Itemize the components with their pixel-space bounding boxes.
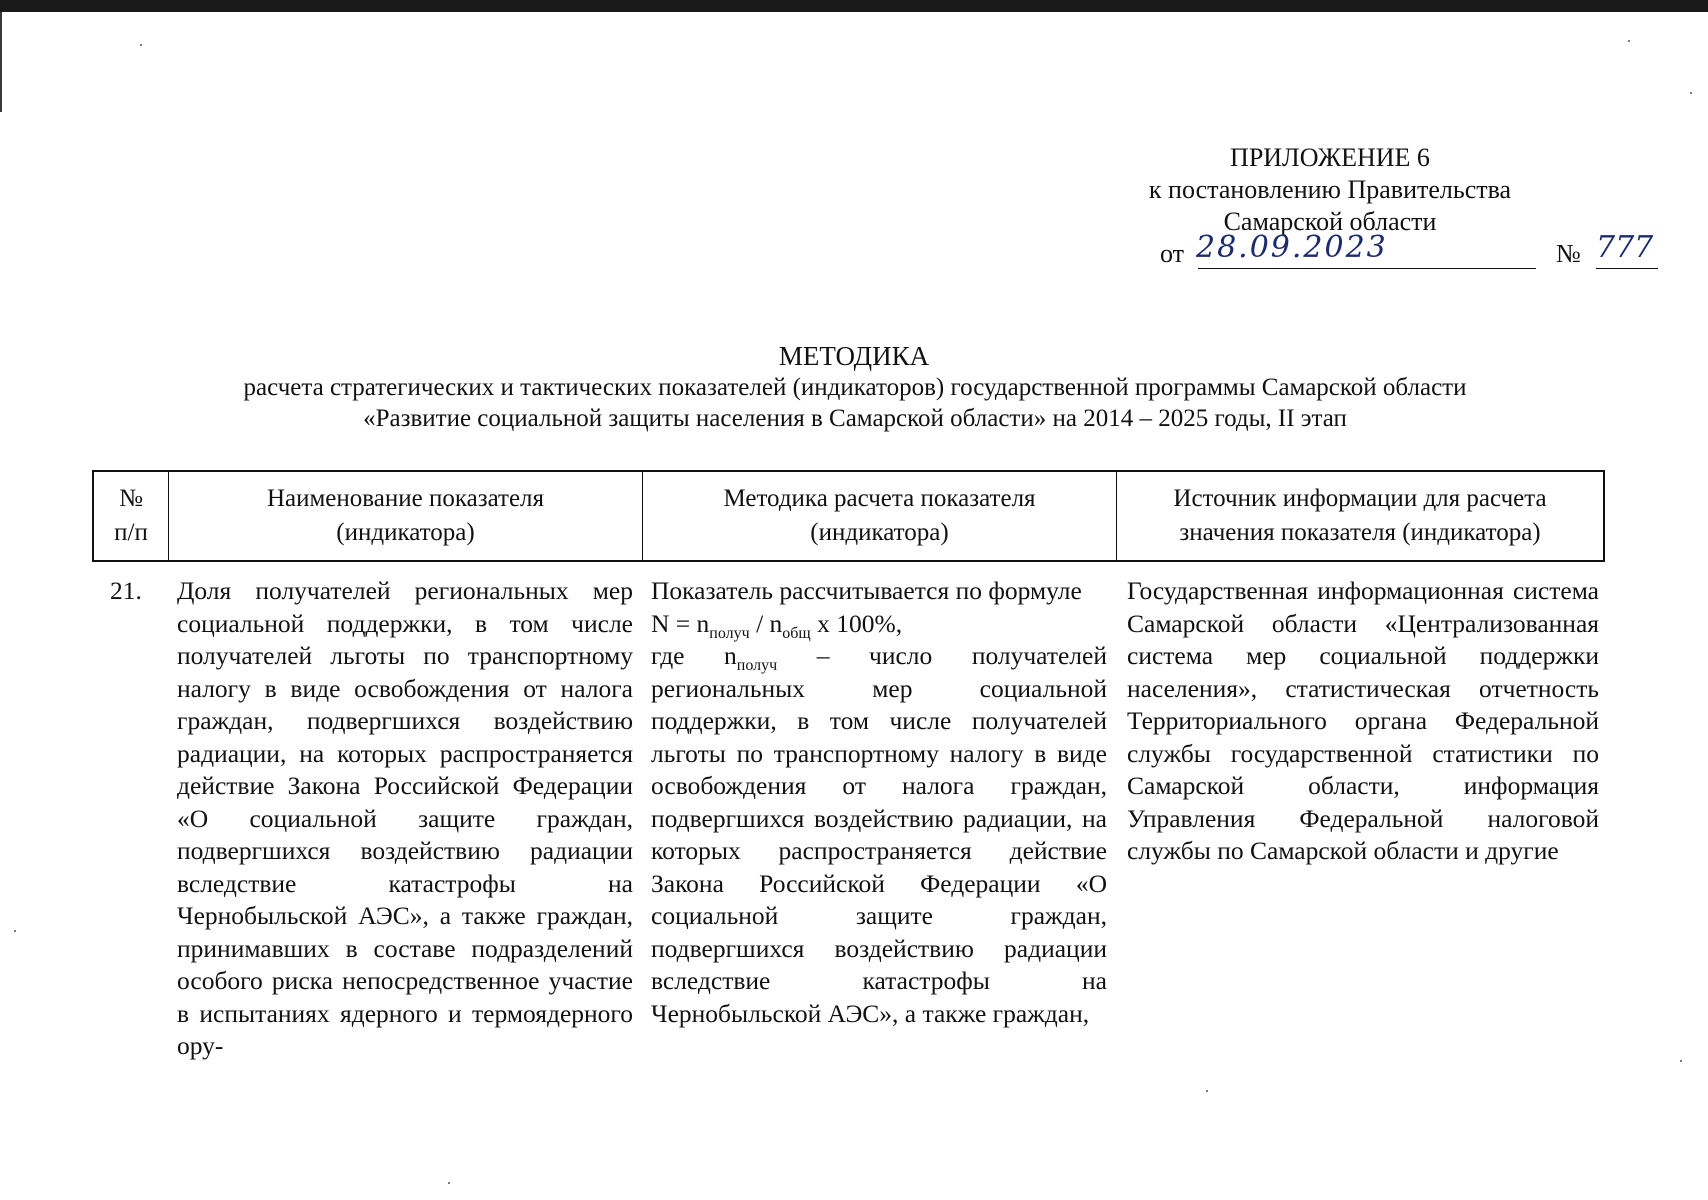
- row-source: [1115, 575, 1605, 1063]
- number-prefix: №: [1556, 239, 1581, 268]
- date-number-line: [1100, 230, 1654, 272]
- subtitle-line-2: «Развитие социальной защиты населения в Самарской области» на 2014 – 2025 годы, II этап: [363, 405, 1347, 432]
- method-where-text: – число получателей региональных мер социальной поддержки, в том числе получателей льготы по транспортному налогу в виде освобождения от налога граждан, подвергшихся воздействию радиации, на которых распространяется действие Закона Российской Федерации «О социальной защите граждан, подвергшихся воздействию радиации вследствие катастрофы на Чернобыльской АЭС», а также граждан,: [651, 641, 1107, 1028]
- method-intro: Показатель рассчитывается по формуле: [651, 576, 1082, 605]
- source-text: Государственная информационная система Самарской области «Централизованная система мер социальной поддержки населения», статистическая отчетность Территориального органа Федеральной службы государственной статистики по Самарской области, информация Управления Федеральной налоговой службы по Самарской области и другие: [1127, 576, 1599, 865]
- scan-speck: [14, 930, 16, 932]
- scan-left-edge: [0, 12, 2, 112]
- scan-speck: [448, 1182, 450, 1184]
- appendix-line-1: к постановлению Правительства: [1148, 175, 1512, 204]
- document-subtitle: [140, 372, 1570, 434]
- scan-top-border: [0, 0, 1708, 12]
- formula-lhs: N = n: [651, 608, 710, 638]
- header-num: [94, 472, 169, 560]
- table-header: [92, 470, 1605, 562]
- scan-speck: [1680, 1060, 1682, 1062]
- formula: [651, 608, 1107, 641]
- method-where-sub: получ: [736, 657, 778, 675]
- scan-speck: [1628, 40, 1630, 42]
- header-source-line-1: Источник информации для расчета: [1173, 485, 1547, 512]
- header-num-line-1: №: [119, 485, 143, 512]
- header-indicator-name: [169, 472, 643, 560]
- appendix-block: [1100, 142, 1654, 272]
- method-where: [651, 640, 1107, 1030]
- date-prefix: от: [1160, 239, 1185, 268]
- scan-speck: [140, 44, 142, 46]
- document-title: МЕТОДИКА: [778, 341, 930, 371]
- scan-speck: [1206, 1090, 1208, 1092]
- handwritten-date: 28.09.2023: [1196, 230, 1388, 265]
- header-method-line-1: Методика расчета показателя: [723, 485, 1036, 512]
- header-source-line-2: значения показателя (индикатора): [1179, 519, 1541, 546]
- scan-speck: [1690, 92, 1692, 94]
- row-method: [641, 575, 1115, 1063]
- table-row: [92, 575, 1605, 1063]
- header-name-line-2: (индикатора): [336, 519, 475, 546]
- header-name-line-1: Наименование показателя: [266, 485, 545, 512]
- header-method: [643, 472, 1117, 560]
- formula-sub-received: получ: [709, 624, 750, 642]
- formula-sub-total: общ: [782, 624, 811, 642]
- appendix-line-2: Самарской области: [1223, 207, 1437, 236]
- indicator-name-text: Доля получателей региональных мер социальной поддержки, в том числе получателей льготы по транспортному налогу в виде освобождения от налога граждан, подвергшихся воздействию радиации, на которых распространяется действие Закона Российской Федерации «О социальной защите граждан, подвергшихся воздействию радиации вследствие катастрофы на Чернобыльской АЭС», а также граждан, принимавших в составе подразделений особого риска непосредственное участие в испытаниях ядерного и термоядерного ору-: [177, 576, 633, 1060]
- header-num-line-2: п/п: [114, 519, 148, 546]
- row-indicator-name: [167, 575, 641, 1063]
- method-where-prefix: где n: [651, 641, 737, 670]
- row-number: 21.: [110, 576, 142, 605]
- handwritten-number: 777: [1596, 230, 1654, 265]
- subtitle-line-1: расчета стратегических и тактических показателей (индикаторов) государственной программы Самарской области: [243, 374, 1467, 401]
- header-source: [1117, 472, 1603, 560]
- appendix-title: ПРИЛОЖЕНИЕ 6: [1230, 143, 1430, 172]
- formula-mid: / n: [749, 608, 783, 638]
- header-method-line-2: (индикатора): [810, 519, 949, 546]
- formula-rhs: х 100%,: [810, 608, 903, 638]
